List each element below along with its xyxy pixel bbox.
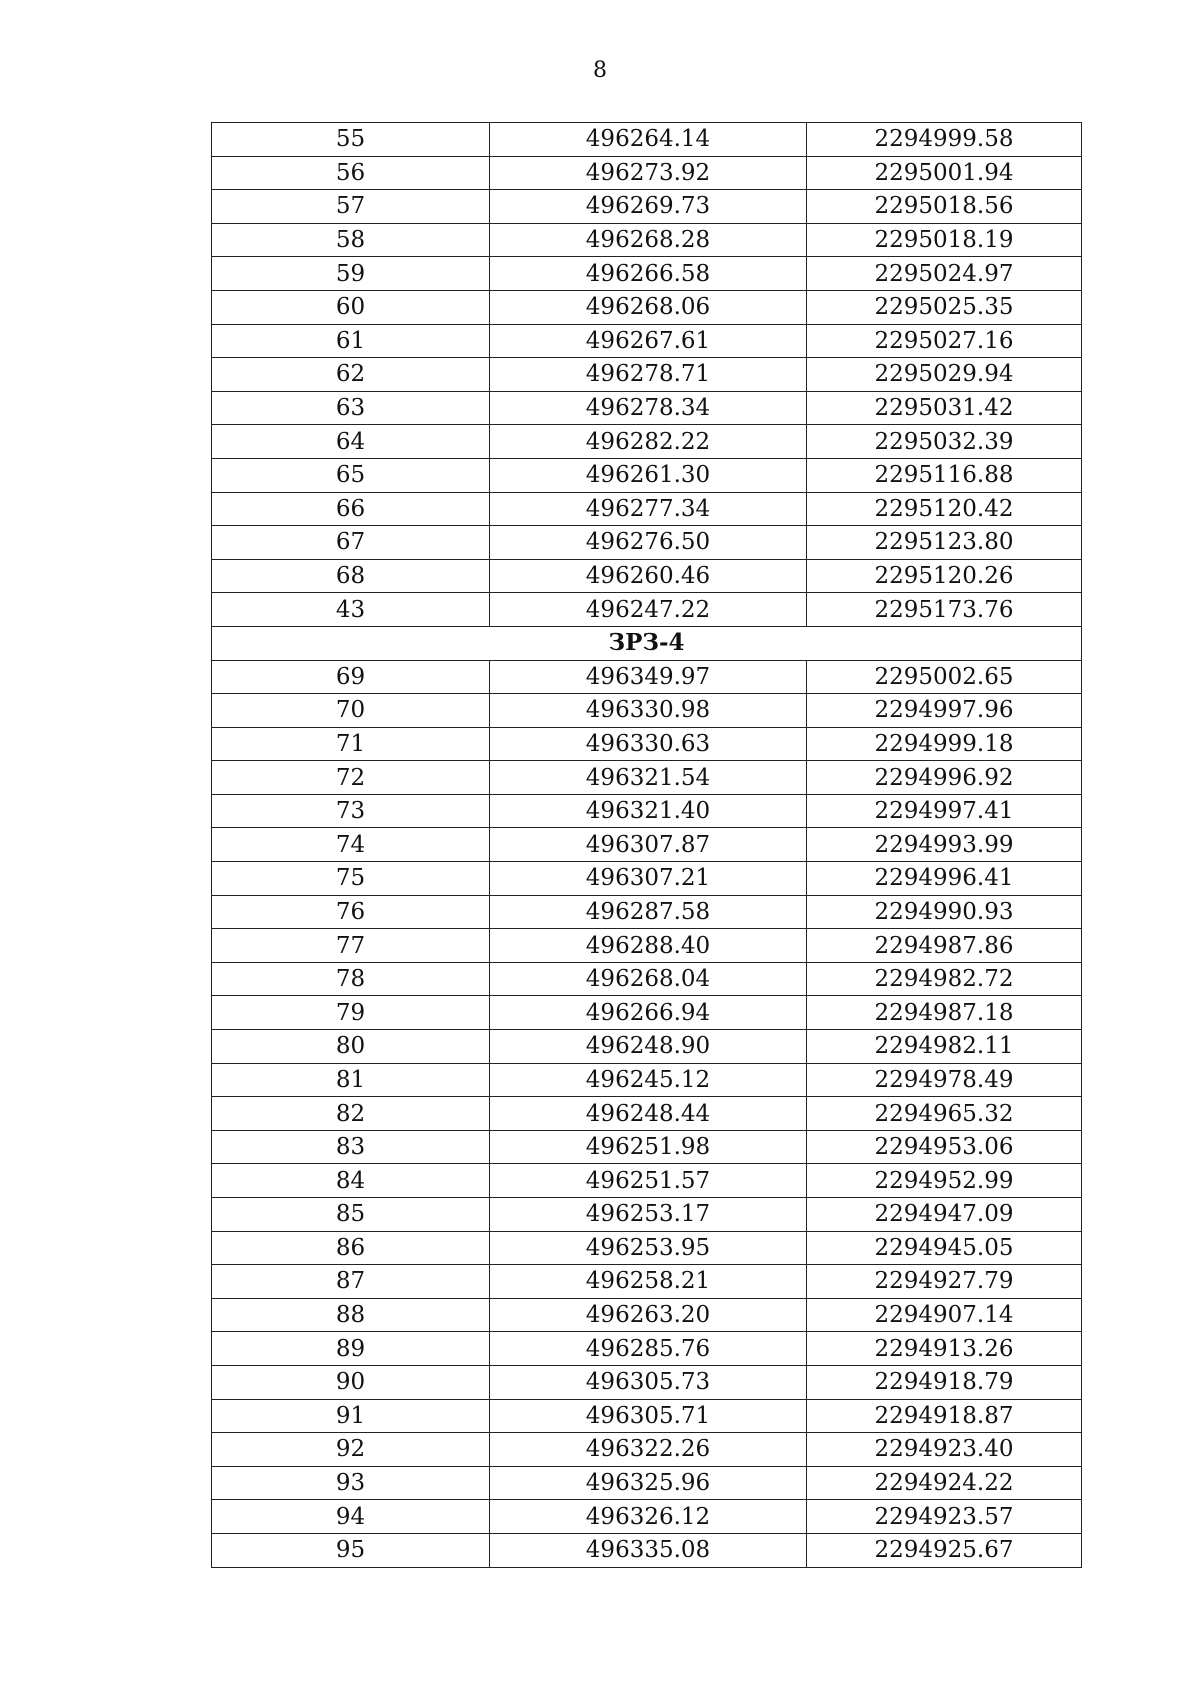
point-number-cell: 74 xyxy=(212,828,490,862)
x-coordinate-cell: 496266.58 xyxy=(490,257,807,291)
section-row xyxy=(212,626,1082,660)
point-number-cell: 67 xyxy=(212,526,490,560)
point-number-cell: 65 xyxy=(212,458,490,492)
point-number-cell: 88 xyxy=(212,1298,490,1332)
point-number-cell: 56 xyxy=(212,156,490,190)
y-coordinate-cell: 2295116.88 xyxy=(807,458,1082,492)
y-coordinate-cell: 2294965.32 xyxy=(807,1097,1082,1131)
point-number-cell: 73 xyxy=(212,794,490,828)
point-number-cell: 75 xyxy=(212,862,490,896)
table-row xyxy=(212,1533,1082,1567)
x-coordinate-cell: 496326.12 xyxy=(490,1500,807,1534)
y-coordinate-cell: 2294924.22 xyxy=(807,1466,1082,1500)
point-number-cell: 70 xyxy=(212,694,490,728)
y-coordinate-cell: 2294987.18 xyxy=(807,996,1082,1030)
y-coordinate-cell: 2295031.42 xyxy=(807,391,1082,425)
table-row xyxy=(212,962,1082,996)
table-row xyxy=(212,1466,1082,1500)
x-coordinate-cell: 496248.90 xyxy=(490,1030,807,1064)
point-number-cell: 57 xyxy=(212,190,490,224)
point-number-cell: 43 xyxy=(212,593,490,627)
table-row xyxy=(212,1365,1082,1399)
y-coordinate-cell: 2294978.49 xyxy=(807,1063,1082,1097)
point-number-cell: 83 xyxy=(212,1130,490,1164)
point-number-cell: 60 xyxy=(212,290,490,324)
point-number-cell: 93 xyxy=(212,1466,490,1500)
y-coordinate-cell: 2294918.87 xyxy=(807,1399,1082,1433)
table-row xyxy=(212,324,1082,358)
x-coordinate-cell: 496330.98 xyxy=(490,694,807,728)
point-number-cell: 63 xyxy=(212,391,490,425)
x-coordinate-cell: 496269.73 xyxy=(490,190,807,224)
table-row xyxy=(212,1265,1082,1299)
table-row xyxy=(212,1231,1082,1265)
table-row xyxy=(212,223,1082,257)
y-coordinate-cell: 2295024.97 xyxy=(807,257,1082,291)
x-coordinate-cell: 496321.40 xyxy=(490,794,807,828)
x-coordinate-cell: 496321.54 xyxy=(490,761,807,795)
table-row xyxy=(212,123,1082,157)
x-coordinate-cell: 496282.22 xyxy=(490,425,807,459)
x-coordinate-cell: 496247.22 xyxy=(490,593,807,627)
point-number-cell: 85 xyxy=(212,1198,490,1232)
table-row xyxy=(212,257,1082,291)
table-row xyxy=(212,1097,1082,1131)
table-row xyxy=(212,1433,1082,1467)
y-coordinate-cell: 2294913.26 xyxy=(807,1332,1082,1366)
point-number-cell: 91 xyxy=(212,1399,490,1433)
y-coordinate-cell: 2294923.40 xyxy=(807,1433,1082,1467)
y-coordinate-cell: 2294952.99 xyxy=(807,1164,1082,1198)
table-row xyxy=(212,660,1082,694)
y-coordinate-cell: 2295123.80 xyxy=(807,526,1082,560)
y-coordinate-cell: 2294953.06 xyxy=(807,1130,1082,1164)
y-coordinate-cell: 2294918.79 xyxy=(807,1365,1082,1399)
section-title: ЗРЗ-4 xyxy=(212,626,1082,660)
point-number-cell: 62 xyxy=(212,358,490,392)
y-coordinate-cell: 2295120.26 xyxy=(807,559,1082,593)
y-coordinate-cell: 2294997.41 xyxy=(807,794,1082,828)
x-coordinate-cell: 496278.34 xyxy=(490,391,807,425)
table-row xyxy=(212,492,1082,526)
table-row xyxy=(212,1063,1082,1097)
point-number-cell: 80 xyxy=(212,1030,490,1064)
x-coordinate-cell: 496268.28 xyxy=(490,223,807,257)
x-coordinate-cell: 496287.58 xyxy=(490,895,807,929)
x-coordinate-cell: 496276.50 xyxy=(490,526,807,560)
coordinates-table xyxy=(211,122,1082,1568)
table-row xyxy=(212,391,1082,425)
point-number-cell: 78 xyxy=(212,962,490,996)
point-number-cell: 94 xyxy=(212,1500,490,1534)
x-coordinate-cell: 496260.46 xyxy=(490,559,807,593)
y-coordinate-cell: 2294947.09 xyxy=(807,1198,1082,1232)
x-coordinate-cell: 496263.20 xyxy=(490,1298,807,1332)
y-coordinate-cell: 2295029.94 xyxy=(807,358,1082,392)
y-coordinate-cell: 2294996.92 xyxy=(807,761,1082,795)
x-coordinate-cell: 496258.21 xyxy=(490,1265,807,1299)
x-coordinate-cell: 496277.34 xyxy=(490,492,807,526)
y-coordinate-cell: 2295027.16 xyxy=(807,324,1082,358)
y-coordinate-cell: 2295032.39 xyxy=(807,425,1082,459)
table-row xyxy=(212,1399,1082,1433)
y-coordinate-cell: 2294907.14 xyxy=(807,1298,1082,1332)
table-row xyxy=(212,458,1082,492)
y-coordinate-cell: 2295002.65 xyxy=(807,660,1082,694)
point-number-cell: 89 xyxy=(212,1332,490,1366)
point-number-cell: 76 xyxy=(212,895,490,929)
y-coordinate-cell: 2294997.96 xyxy=(807,694,1082,728)
point-number-cell: 82 xyxy=(212,1097,490,1131)
point-number-cell: 87 xyxy=(212,1265,490,1299)
table-row xyxy=(212,929,1082,963)
point-number-cell: 72 xyxy=(212,761,490,795)
table-row xyxy=(212,559,1082,593)
point-number-cell: 79 xyxy=(212,996,490,1030)
table-part-2 xyxy=(212,660,1082,1567)
x-coordinate-cell: 496325.96 xyxy=(490,1466,807,1500)
y-coordinate-cell: 2295001.94 xyxy=(807,156,1082,190)
y-coordinate-cell: 2294987.86 xyxy=(807,929,1082,963)
table-row xyxy=(212,828,1082,862)
point-number-cell: 55 xyxy=(212,123,490,157)
table-part-1 xyxy=(212,123,1082,627)
table-row xyxy=(212,694,1082,728)
y-coordinate-cell: 2295018.56 xyxy=(807,190,1082,224)
table-row xyxy=(212,190,1082,224)
y-coordinate-cell: 2294990.93 xyxy=(807,895,1082,929)
x-coordinate-cell: 496307.87 xyxy=(490,828,807,862)
y-coordinate-cell: 2294982.11 xyxy=(807,1030,1082,1064)
y-coordinate-cell: 2294993.99 xyxy=(807,828,1082,862)
x-coordinate-cell: 496267.61 xyxy=(490,324,807,358)
point-number-cell: 86 xyxy=(212,1231,490,1265)
x-coordinate-cell: 496251.57 xyxy=(490,1164,807,1198)
x-coordinate-cell: 496273.92 xyxy=(490,156,807,190)
point-number-cell: 92 xyxy=(212,1433,490,1467)
y-coordinate-cell: 2294999.18 xyxy=(807,727,1082,761)
x-coordinate-cell: 496253.17 xyxy=(490,1198,807,1232)
point-number-cell: 90 xyxy=(212,1365,490,1399)
table-row xyxy=(212,1130,1082,1164)
table-row xyxy=(212,895,1082,929)
x-coordinate-cell: 496305.71 xyxy=(490,1399,807,1433)
x-coordinate-cell: 496248.44 xyxy=(490,1097,807,1131)
table-row xyxy=(212,156,1082,190)
y-coordinate-cell: 2294999.58 xyxy=(807,123,1082,157)
table-row xyxy=(212,526,1082,560)
x-coordinate-cell: 496285.76 xyxy=(490,1332,807,1366)
point-number-cell: 59 xyxy=(212,257,490,291)
page-number: 8 xyxy=(593,58,607,83)
point-number-cell: 84 xyxy=(212,1164,490,1198)
y-coordinate-cell: 2295173.76 xyxy=(807,593,1082,627)
section-header-row xyxy=(212,626,1082,660)
y-coordinate-cell: 2295025.35 xyxy=(807,290,1082,324)
table-row xyxy=(212,290,1082,324)
x-coordinate-cell: 496261.30 xyxy=(490,458,807,492)
table-row xyxy=(212,1030,1082,1064)
table-row xyxy=(212,1298,1082,1332)
x-coordinate-cell: 496330.63 xyxy=(490,727,807,761)
table-row xyxy=(212,425,1082,459)
table-row xyxy=(212,1332,1082,1366)
y-coordinate-cell: 2294925.67 xyxy=(807,1533,1082,1567)
x-coordinate-cell: 496288.40 xyxy=(490,929,807,963)
x-coordinate-cell: 496278.71 xyxy=(490,358,807,392)
table-row xyxy=(212,761,1082,795)
table-row xyxy=(212,996,1082,1030)
x-coordinate-cell: 496335.08 xyxy=(490,1533,807,1567)
table-row xyxy=(212,1500,1082,1534)
x-coordinate-cell: 496251.98 xyxy=(490,1130,807,1164)
point-number-cell: 58 xyxy=(212,223,490,257)
table-row xyxy=(212,1198,1082,1232)
x-coordinate-cell: 496305.73 xyxy=(490,1365,807,1399)
x-coordinate-cell: 496268.06 xyxy=(490,290,807,324)
point-number-cell: 66 xyxy=(212,492,490,526)
x-coordinate-cell: 496268.04 xyxy=(490,962,807,996)
x-coordinate-cell: 496307.21 xyxy=(490,862,807,896)
point-number-cell: 77 xyxy=(212,929,490,963)
y-coordinate-cell: 2294927.79 xyxy=(807,1265,1082,1299)
y-coordinate-cell: 2295120.42 xyxy=(807,492,1082,526)
table-row xyxy=(212,593,1082,627)
y-coordinate-cell: 2295018.19 xyxy=(807,223,1082,257)
point-number-cell: 81 xyxy=(212,1063,490,1097)
y-coordinate-cell: 2294945.05 xyxy=(807,1231,1082,1265)
x-coordinate-cell: 496266.94 xyxy=(490,996,807,1030)
y-coordinate-cell: 2294923.57 xyxy=(807,1500,1082,1534)
x-coordinate-cell: 496253.95 xyxy=(490,1231,807,1265)
table-row xyxy=(212,794,1082,828)
point-number-cell: 68 xyxy=(212,559,490,593)
point-number-cell: 95 xyxy=(212,1533,490,1567)
point-number-cell: 61 xyxy=(212,324,490,358)
point-number-cell: 64 xyxy=(212,425,490,459)
table-row xyxy=(212,727,1082,761)
point-number-cell: 69 xyxy=(212,660,490,694)
x-coordinate-cell: 496245.12 xyxy=(490,1063,807,1097)
y-coordinate-cell: 2294996.41 xyxy=(807,862,1082,896)
table-row xyxy=(212,358,1082,392)
x-coordinate-cell: 496349.97 xyxy=(490,660,807,694)
x-coordinate-cell: 496264.14 xyxy=(490,123,807,157)
y-coordinate-cell: 2294982.72 xyxy=(807,962,1082,996)
table-row xyxy=(212,1164,1082,1198)
point-number-cell: 71 xyxy=(212,727,490,761)
x-coordinate-cell: 496322.26 xyxy=(490,1433,807,1467)
table-row xyxy=(212,862,1082,896)
